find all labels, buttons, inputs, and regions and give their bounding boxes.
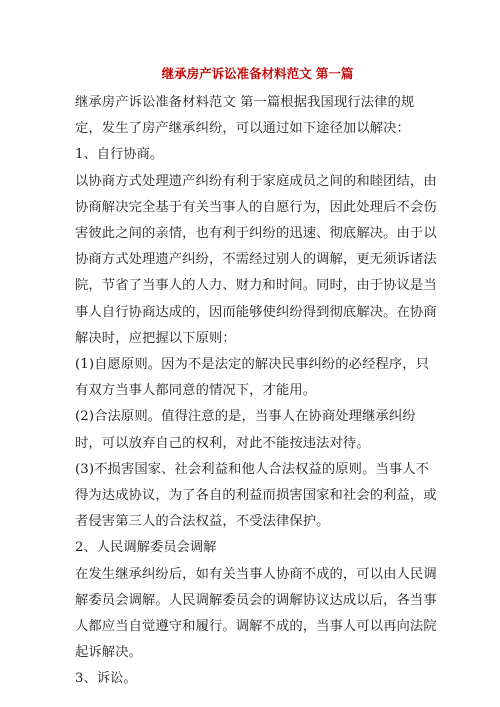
document-title: 继承房产诉讼准备材料范文 第一篇 [161, 66, 354, 81]
section-heading-2: 2、人民调解委员会调解 [75, 540, 217, 556]
mediation-paragraph: 在发生继承纠纷后，如有关当事人协商不成的，可以由人民调解委员会调解。人民调解委员会的调解协议达成以后，各当事人都应当自觉遵守和履行。调解不成的，当事人可以再向法院起诉解决。 [75, 566, 437, 661]
principle-paragraph-2: (2)合法原则。值得注意的是，当事人在协商处理继承纠纷时，可以放弃自己的权利，对此不能按违法对待。 [75, 409, 416, 451]
intro-paragraph: 继承房产诉讼准备材料范文 第一篇根据我国现行法律的规定，发生了房产继承纠纷，可以通过如下途径加以解决： [75, 95, 415, 137]
principle-paragraph-1: (1)自愿原则。因为不是法定的解决民事纠纷的必经程序，只有双方当事人都同意的情况下，才能用。 [75, 357, 430, 399]
body-paragraph: 以协商方式处理遗产纠纷有利于家庭成员之间的和睦团结，由协商解决完全基于有关当事人的自愿行为，因此处理后不会伤害彼此之间的亲情，也有利于纠纷的迅速、彻底解决。由于以协商方式处理遗产纠纷，不需经过别人的调解，更无须诉诸法院，节省了当事人的人力、财力和时间。同时，由于协议是当事人自行协商达成的，因而能够使纠纷得到彻底解决。在协商解决时，应把握以下原则： [75, 173, 437, 346]
principle-paragraph-3: (3)不损害国家、社会利益和他人合法权益的原则。当事人不得为达成协议，为了各自的利益而损害国家和社会的利益，或者侵害第三人的合法权益，不受法律保护。 [75, 461, 437, 530]
section-heading-1: 1、自行协商。 [75, 147, 164, 163]
section-heading-3: 3、诉讼。 [75, 671, 137, 687]
